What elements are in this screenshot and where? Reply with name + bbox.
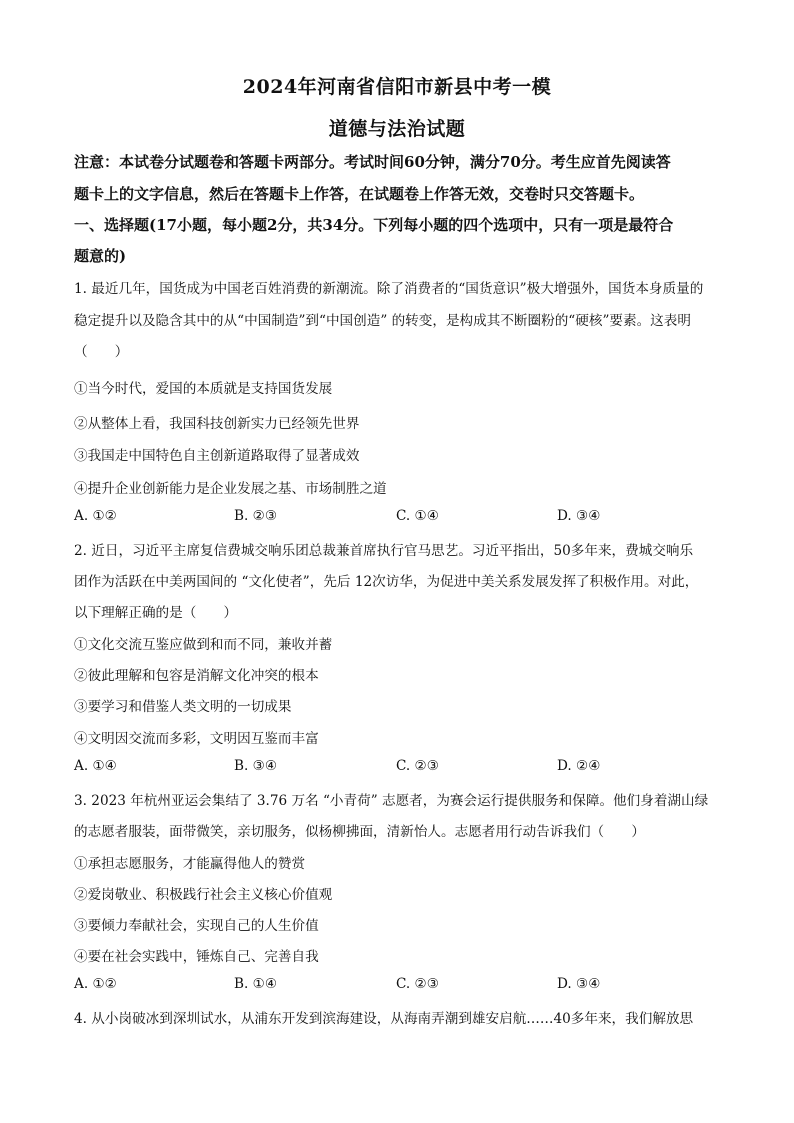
q1-stem-line-3: （ ） [74,344,129,360]
q4-stem-line-1: 4. 从小岗破冰到深圳试水，从浦东开发到滨海建设，从海南弄潮到雄安启航……40多年来，我们解放思 [74,1011,694,1027]
q3-option-a: A. ①② [74,976,117,992]
q2-option-a: A. ①④ [74,758,117,774]
q3-stem-line-2: 的志愿者服装，面带微笑，亲切服务，似杨柳拂面，清新怡人。志愿者用行动告诉我们（ ） [74,824,645,840]
q3-option-d: D. ③④ [557,976,601,992]
q1-option-c: C. ①④ [396,508,439,524]
q2-stem-line-3: 以下理解正确的是（ ） [74,605,238,621]
q2-option-d: D. ②④ [557,758,601,774]
q1-option-d: D. ③④ [557,508,601,524]
q2-statement-4: ④文明因交流而多彩，文明因互鉴而丰富 [74,731,319,747]
q1-option-a: A. ①② [74,508,117,524]
exam-title: 2024年河南省信阳市新县中考一模 [242,76,552,98]
q2-stem-line-1: 2. 近日，习近平主席复信费城交响乐团总裁兼首席执行官马思艺。习近平指出，50多年来，费城交响乐 [74,543,694,559]
section-heading-line-1: 一、选择题(17小题，每小题2分，共34分。下列每小题的四个选项中，只有一项是最符合 [74,216,674,234]
exam-subtitle: 道德与法治试题 [328,118,466,140]
q1-option-b: B. ②③ [234,508,278,524]
notice-line-1: 注意：本试卷分试题卷和答题卡两部分。考试时间60分钟，满分70分。考生应首先阅读答 [74,153,671,171]
q3-statement-4: ④要在社会实践中，锤炼自己、完善自我 [74,949,319,965]
q1-stem-line-1: 1. 最近几年，国货成为中国老百姓消费的新潮流。除了消费者的“国货意识”极大增强外，国货本身质量的 [74,281,704,297]
q2-stem-line-2: 团作为活跃在中美两国间的 “文化使者”，先后 12次访华，为促进中美关系发展发挥了积极作用。对此， [74,574,699,590]
q2-statement-2: ②彼此理解和包容是消解文化冲突的根本 [74,668,319,684]
q2-statement-1: ①文化交流互鉴应做到和而不同，兼收并蓄 [74,637,333,653]
notice-line-2: 题卡上的文字信息，然后在答题卡上作答，在试题卷上作答无效，交卷时只交答题卡。 [74,185,645,203]
section-heading-line-2: 题意的) [74,247,127,265]
q2-option-b: B. ③④ [234,758,278,774]
q1-statement-4: ④提升企业创新能力是企业发展之基、市场制胜之道 [74,481,387,497]
q3-option-b: B. ①④ [234,976,278,992]
q1-statement-2: ②从整体上看，我国科技创新实力已经领先世界 [74,416,360,432]
q2-statement-3: ③要学习和借鉴人类文明的一切成果 [74,699,292,715]
q3-statement-2: ②爱岗敬业、积极践行社会主义核心价值观 [74,887,333,903]
q1-statement-3: ③我国走中国特色自主创新道路取得了显著成效 [74,448,360,464]
q2-option-c: C. ②③ [396,758,439,774]
q3-statement-1: ①承担志愿服务，才能赢得他人的赞赏 [74,856,306,872]
q3-option-c: C. ②③ [396,976,439,992]
q1-stem-line-2: 稳定提升以及隐含其中的从“中国制造”到“中国创造” 的转变，是构成其不断圈粉的“硬核”要素。这表明 [74,313,691,329]
q3-stem-line-1: 3. 2023 年杭州亚运会集结了 3.76 万名 “小青荷” 志愿者，为赛会运行提供服务和保障。他们身着湖山绿 [74,793,709,809]
q1-statement-1: ①当今时代，爱国的本质就是支持国货发展 [74,381,333,397]
q3-statement-3: ③要倾力奉献社会，实现自己的人生价值 [74,918,319,934]
